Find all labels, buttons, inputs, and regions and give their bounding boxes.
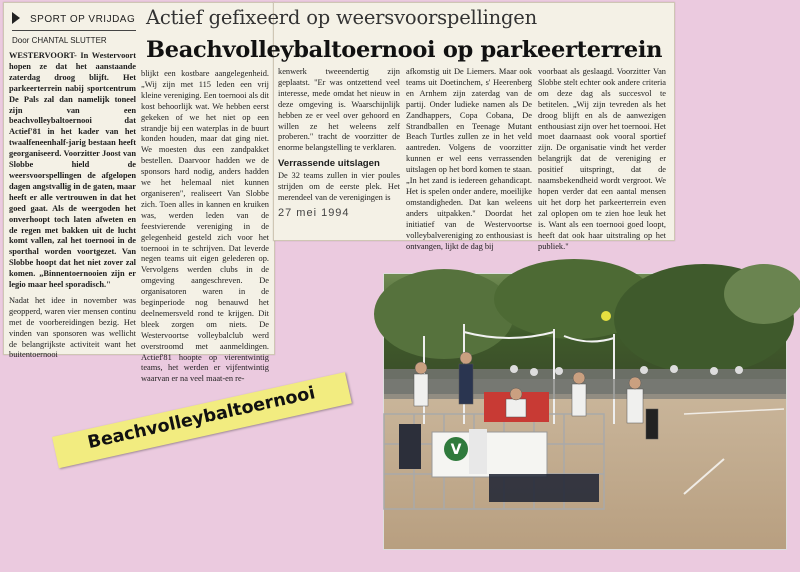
triangle-icon xyxy=(12,12,20,24)
handwritten-date: 27 mei 1994 xyxy=(278,207,350,219)
article-kicker-overlay: Actief gefixeerd op weersvoorspellingen xyxy=(146,6,538,29)
article-column-3 xyxy=(278,67,400,204)
sponsor-letter: V xyxy=(450,442,462,458)
newspaper-clipping-left xyxy=(3,2,275,384)
article-column-2: blijkt een kostbare aangelegenheid. „Wij zijn met 115 leden een vrij kleine vereniging. Een toernooi als dit kost behoorlijk wat. We hebben eerst gekeken of we het niet op een strandje bij een waterplas in de buurt konden houden, maar dat ging niet. We moesten dus een zandpakket bestellen. Daarvoor hadden we de sponsors hard nodig, anders hadden we het helemaal niet kunnen organiseren", realiseert Van Slobbe zich. Toen alles in kannen en kruiken was, werden leden van de feestvierende vereniging in de gelegenheid gesteld zich voor het toernooi in te schrijven. Dat leverde negen teams uit eigen gelederen op. Vervolgens werden clubs in de omgeving aangeschreven. De organisatoren waren in de beginperiode nog benauwd het deelnemersveld rond te krijgen. Dit bleek zorgen om niets. De Westervoortse volleybalclub werd overstroomd met aanmeldingen. Actief'81 hoopte op vierentwintig teams, het werden er vijfentwintig waarvan er na veel maat-en re- xyxy=(141,69,269,384)
article-column-5: voorbaat als geslaagd. Voorzitter Van Slobbe stelt echter ook andere criteria om deze dag als succesvol te betitelen. „Wij zijn tevreden als het droog blijft en als de aanwezigen enthousiast zijn over het toernooi. Het moet daarnaast ook vooral sportief zijn. De organisatie vindt het verder belangrijk dat de vereniging er positief uitspringt, dat de naamsbekendheid wordt vergroot. We hopen verder dat een aantal mensen uit het dorp het parkeerterrein even zal oplopen om te zien hoe leuk het is. Want als een toernooi goed loopt, heeft dat ook haar uitstraling op het publiek." xyxy=(538,67,666,251)
volleyball xyxy=(601,311,611,321)
article-lead: WESTERVOORT- In Westervoort hopen ze dat het aanstaande zaterdag droog blijft. Het parkeerterrein nabij sportcentrum De Pals zal dan namelijk toneel zijn van een beachvolleybaltoernooi dat Actief'81 in het kader van het twaalfeneenhalf-jarig bestaan heeft georganiseerd. Voorzitter Joost van Slobbe hield de weersvoorspellingen de afgelopen dagen angstvallig in de gaten, maar heeft er alle vertrouwen in dat het goed gaat. Als de weergoden het onverhoopt toch laten afweten en de regen met bakken uit de lucht komt vallen, zal het toernooi in de sporthal worden voortgezet. Van Slobbe hoopt dat het niet zover zal komen. „Binnentoernooien zijn er legio maar heel sporadisch." xyxy=(9,51,136,290)
article-column-1 xyxy=(9,51,136,361)
beach-volleyball-photo xyxy=(383,273,787,550)
article-subhead: Verrassende uitslagen xyxy=(278,158,380,170)
article-text: De 32 teams zullen in vier poules strijden om de eerste plek. Het merendeel van de verenigingen is xyxy=(278,171,400,203)
article-column-4: afkomstig uit De Liemers. Maar ook teams uit Doetinchem, s' Heerenberg en Arnhem zijn zaterdag van de partij. Onder ludieke namen als De Zandhappers, Copa Cobana, De Strandballen en Teenage Mutant Beach Turtles zullen ze in het veld aantreden. Volgens de voorzitter kunnen er wel eens verrassenden uitslagen op het bord komen te staan. „In het zand is iedereen gehandicapt. Het is spelen onder andere, moeilijke omstandigheden. Dat kan weleens anders uitpakken." Doordat het initiatief van de Westervoortse volleybalvereniging zo enthousiast is ontvangen, lijkt de dag bij xyxy=(406,67,532,251)
section-label: SPORT OP VRIJDAG xyxy=(30,14,136,25)
photo-illustration xyxy=(384,274,786,549)
divider xyxy=(12,30,136,31)
article-text: Nadat het idee in november was geopperd, waren vier mensen continu met de voorbereidingen bezig. Het vinden van sponsoren was wellicht de belangrijkste activiteit want het buitentoernooi xyxy=(9,295,136,360)
newspaper-clipping-right xyxy=(273,2,675,251)
byline: Door CHANTAL SLUTTER xyxy=(12,36,107,45)
title-label xyxy=(52,372,352,468)
section-header xyxy=(12,12,135,25)
label-text: Beachvolleybaltoernooi xyxy=(85,383,318,454)
article-text: kenwerk tweeendertig zijn geplaatst. "Er was ontzettend veel interesse, mede omdat het nieuw in deze omgeving is. Waarschijnlijk hebben ze er veel over gehoord en willen ze het weleens zelf proberen." tracht de voorzitter de enorme belangstelling te verklaren. xyxy=(278,67,400,153)
article-headline-overlay: Beachvolleybaltoernooi op parkeerterrein xyxy=(146,37,663,63)
